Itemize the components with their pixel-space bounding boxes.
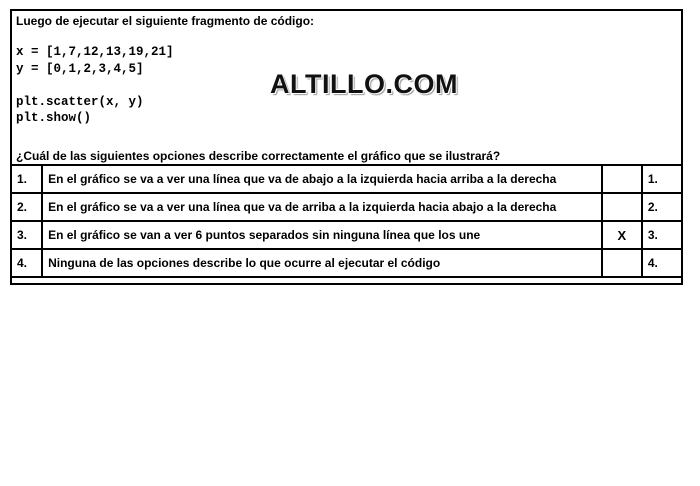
answer-mark[interactable] (602, 193, 642, 221)
option-number-right: 3. (642, 221, 682, 249)
intro-text: Luego de ejecutar el siguiente fragmento de código: (16, 14, 315, 28)
option-row (11, 165, 682, 193)
option-text: En el gráfico se van a ver 6 puntos separados sin ninguna línea que los une (42, 221, 602, 249)
option-row (11, 193, 682, 221)
option-row (11, 249, 682, 277)
option-number: 4. (11, 249, 42, 277)
option-number-right: 1. (642, 165, 682, 193)
options-table (10, 164, 683, 278)
watermark-logo: ALTILLO.COM (270, 69, 458, 99)
option-text: En el gráfico se va a ver una línea que va de abajo a la izquierda hacia arriba a la derecha (42, 165, 602, 193)
option-number: 1. (11, 165, 42, 193)
question-text: ¿Cuál de las siguientes opciones describe correctamente el gráfico que se ilustrará? (16, 149, 501, 163)
answer-mark[interactable] (602, 249, 642, 277)
option-row (11, 221, 682, 249)
option-number-right: 4. (642, 249, 682, 277)
code-snippet: x = [1,7,12,13,19,21] y = [0,1,2,3,4,5] plt.scatter(x, y) plt.show() (16, 45, 174, 125)
option-text: En el gráfico se va a ver una línea que va de arriba a la izquierda hacia abajo a la derecha (42, 193, 602, 221)
option-number-right: 2. (642, 193, 682, 221)
option-number: 2. (11, 193, 42, 221)
option-text: Ninguna de las opciones describe lo que ocurre al ejecutar el código (42, 249, 602, 277)
answer-mark[interactable] (602, 165, 642, 193)
option-number: 3. (11, 221, 42, 249)
exam-question-card (10, 9, 683, 285)
answer-mark[interactable]: X (602, 221, 642, 249)
